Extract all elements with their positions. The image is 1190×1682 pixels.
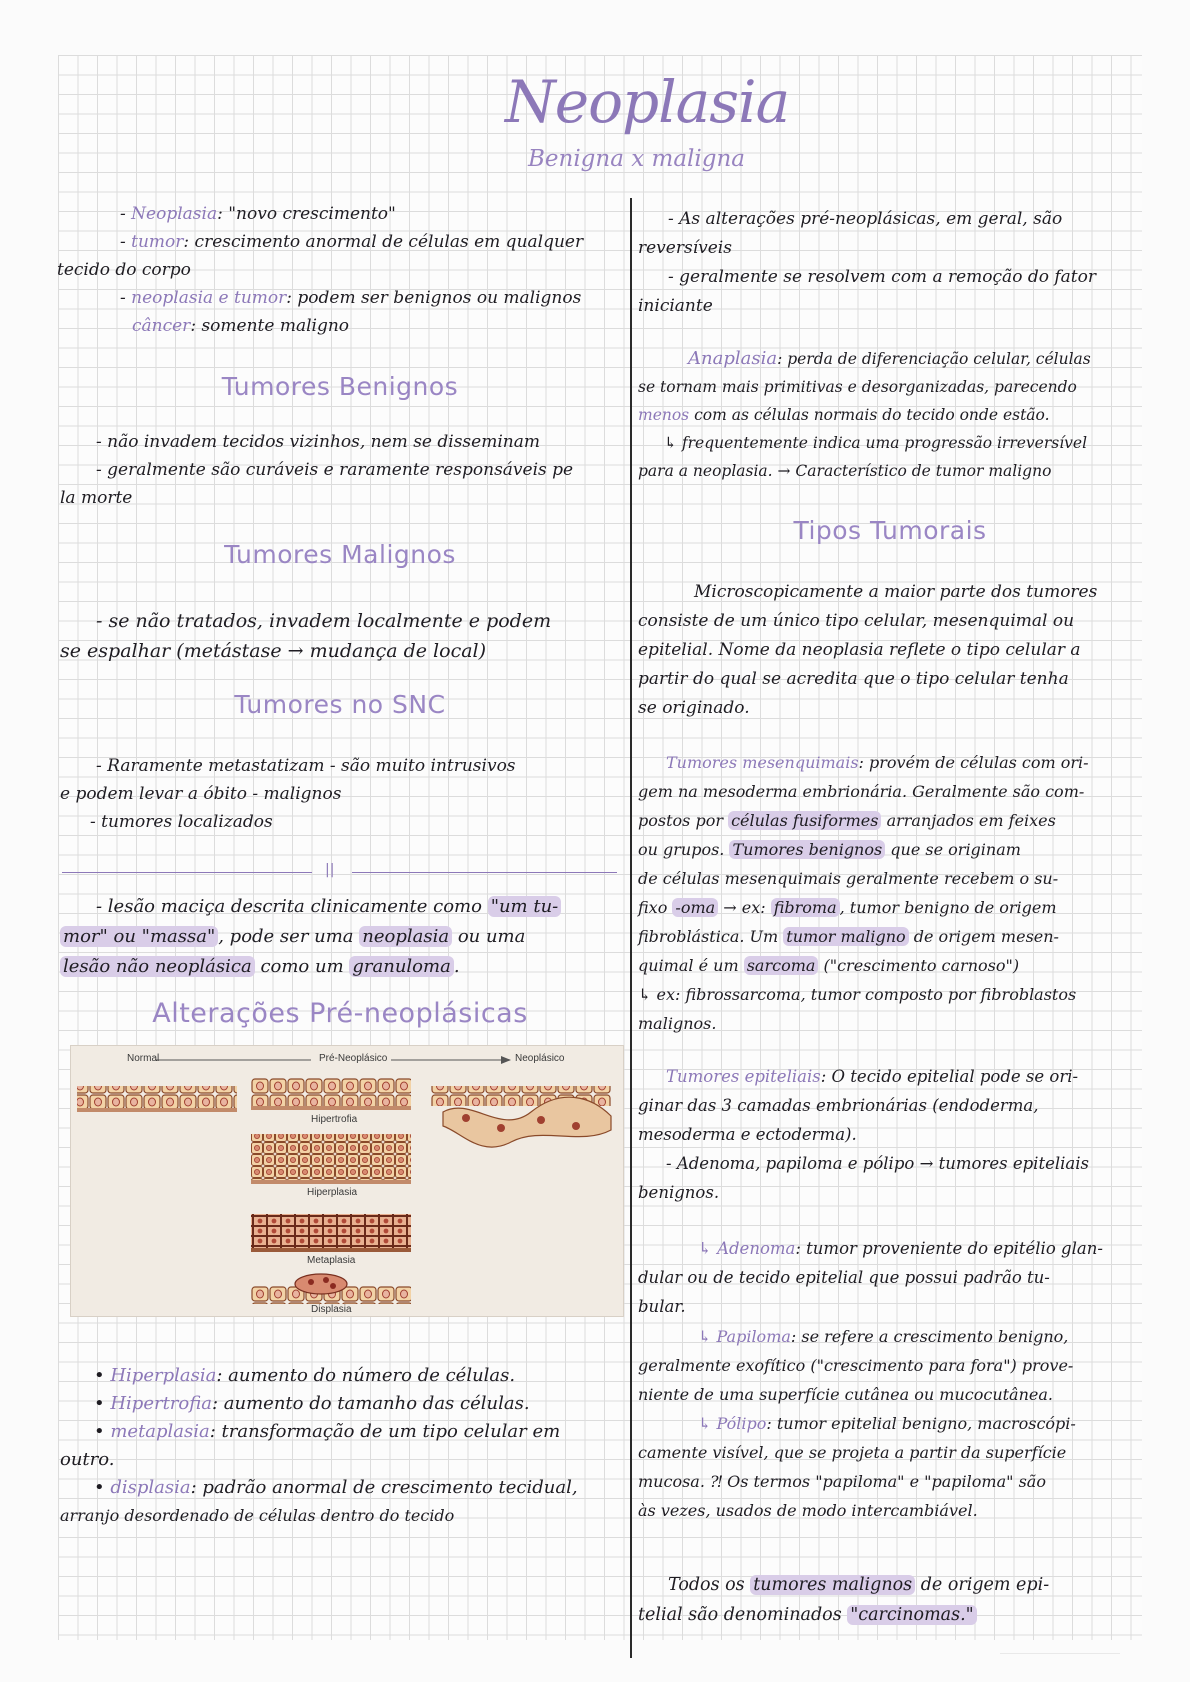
bullet-hipertrofia: : aumento do tamanho das células. [212, 1393, 530, 1414]
mesen-line-8a: quimal é um [638, 956, 744, 975]
term-anaplasia: Anaplasia [688, 348, 778, 369]
papiloma-block [638, 1322, 1143, 1409]
hl-mor-massa: mor" ou "massa" [60, 926, 218, 947]
hl-celulas-fusiformes: células fusiformes [728, 811, 881, 830]
hl-tumores-malignos: tumores malignos [750, 1575, 915, 1595]
epit-line-3: mesoderma e ectoderma). [638, 1125, 857, 1144]
heading-tumores-benignos: Tumores Benignos [221, 372, 459, 401]
mesen-line-9: ↳ ex: fibrossarcoma, tumor composto por fibroblastos [638, 985, 1077, 1004]
mesen-line-3b: arranjados em feixes [881, 811, 1056, 830]
mesenquimal-block [638, 748, 1143, 1038]
heading-alteracoes-pre-neoplasicas: Alterações Pré-neoplásicas [152, 998, 528, 1029]
intro-line3: tecido do corpo [57, 260, 191, 280]
separator-right [352, 872, 617, 873]
tipos-block [638, 578, 1143, 723]
polipo-line-2: camente visível, que se projeta a partir da superfície [638, 1443, 1067, 1462]
lesion-text-c: ou uma [452, 926, 526, 947]
epit-line-2: ginar das 3 camadas embrionárias (endoderma, [638, 1096, 1039, 1115]
polipo-block [638, 1409, 1143, 1525]
snc-block [60, 752, 625, 836]
heading-tumores-snc: Tumores no SNC [234, 690, 446, 719]
mesen-line-4a: ou grupos. [638, 840, 730, 859]
tipos-line-5: se originado. [638, 698, 750, 718]
mesen-line-6b: → ex: [718, 898, 771, 917]
benign-line-3: la morte [60, 488, 133, 508]
anaplasia-block [638, 345, 1143, 485]
epit-line-1: : O tecido epitelial pode se ori- [820, 1067, 1079, 1086]
hl-granuloma: granuloma [349, 956, 453, 977]
final-text-a: Todos os [668, 1575, 751, 1595]
hl-sarcoma: sarcoma [744, 956, 819, 975]
adenoma-line-3: bular. [638, 1297, 686, 1316]
page-title: Neoplasia [505, 68, 790, 136]
heading-tumores-malignos: Tumores Malignos [224, 540, 456, 569]
hl-oma: -oma [672, 898, 718, 917]
pre-reversible-block [638, 205, 1143, 321]
benign-line-1: - não invadem tecidos vizinhos, nem se disseminam [96, 432, 540, 452]
adenoma-line-1: : tumor proveniente do epitélio glan- [795, 1239, 1103, 1258]
mesen-line-1: : provém de células com ori- [858, 753, 1089, 772]
figure-label-neoplasico: Neoplásico [515, 1053, 565, 1064]
malignant-line-2: se espalhar (metástase → mudança de local) [60, 640, 487, 662]
lesion-text-a: - lesão maciça descrita clinicamente como [96, 896, 488, 917]
hl-um-tumor: "um tu- [488, 896, 562, 917]
adenoma-line-2: dular ou de tecido epitelial que possui padrão tu- [638, 1268, 1050, 1287]
pre-bullets: • Hiperplasia: aumento do número de células. • Hipertrofia: aumento do tamanho das células. • metaplasia: transformação de um tipo celular em outro. • displasia: padrão anormal de crescimento tecidual, arranjo desordenado de células dentro do tecido [60, 1362, 625, 1530]
tipos-line-1: Microscopicamente a maior parte dos tumores [694, 582, 1098, 602]
mesen-line-2: gem na mesoderma embrionária. Geralmente são com- [638, 782, 1085, 801]
anaplasia-line-5: para a neoplasia. → Característico de tumor maligno [638, 462, 1052, 480]
bullet-metaplasia-cont: outro. [60, 1449, 115, 1470]
adenoma-block [638, 1234, 1143, 1321]
figure-label-hiperplasia: Hiperplasia [307, 1187, 358, 1198]
mesen-line-7b: de origem mesen- [908, 927, 1059, 946]
top-margin [0, 0, 1190, 55]
snc-line-1: - Raramente metastatizam - são muito intrusivos [96, 756, 516, 776]
term-menos: menos [638, 406, 690, 424]
term-tumores-mesenquimais: Tumores mesenquimais [666, 753, 859, 772]
term-tumor: tumor [131, 232, 184, 252]
hl-tumores-benignos: Tumores benignos [729, 840, 885, 859]
lesion-block [60, 892, 625, 982]
tipos-line-3: epitelial. Nome da neoplasia reflete o tipo celular a [638, 640, 1081, 660]
intro-line1: : "novo crescimento" [217, 204, 396, 224]
mesen-line-5: de células mesenquimais geralmente recebem o su- [638, 869, 1059, 888]
right-margin [1142, 0, 1190, 1682]
pre-neoplastic-figure [70, 1045, 624, 1317]
figure-label-metaplasia: Metaplasia [307, 1255, 356, 1266]
mesen-line-10: malignos. [638, 1014, 717, 1033]
anaplasia-line-2: se tornam mais primitivas e desorganizadas, parecendo [638, 378, 1077, 396]
tipos-line-2: consiste de um único tipo celular, mesenquimal ou [638, 611, 1075, 631]
epit-line-4: - Adenoma, papiloma e pólipo → tumores epiteliais [666, 1154, 1089, 1173]
polipo-line-4: às vezes, usados de modo intercambiável. [638, 1501, 978, 1520]
malignant-block [60, 606, 625, 666]
hl-fibroma: fibroma [771, 898, 840, 917]
term-cancer: câncer [132, 316, 191, 336]
figure-label-normal: Normal [127, 1053, 160, 1064]
pre-line-1: - As alterações pré-neoplásicas, em geral, são [668, 209, 1063, 229]
figure-label-displasia: Displasia [311, 1304, 352, 1315]
anaplasia-line-4: ↳ frequentemente indica uma progressão irreversível [664, 434, 1088, 452]
mesen-line-4b: que se originam [885, 840, 1021, 859]
intro-line2: : crescimento anormal de células em qualquer [183, 232, 584, 252]
term-hiperplasia: Hiperplasia [110, 1365, 217, 1386]
term-metaplasia: metaplasia [110, 1421, 210, 1442]
epit-line-5: benignos. [638, 1183, 720, 1202]
lesion-text-d: como um [254, 956, 350, 977]
hl-carcinomas: "carcinomas." [847, 1605, 976, 1625]
tipos-line-4: partir do qual se acredita que o tipo celular tenha [638, 669, 1069, 689]
final-text-b: de origem epi- [915, 1575, 1050, 1595]
anaplasia-line-3: com as células normais do tecido onde estão. [689, 406, 1050, 424]
left-margin [0, 0, 58, 1682]
mesen-line-6a: fixo [638, 898, 673, 917]
heading-tipos-tumorais: Tipos Tumorais [793, 516, 987, 545]
separator-left [62, 872, 312, 873]
bullet-hiperplasia: : aumento do número de células. [216, 1365, 516, 1386]
term-neoplasia: Neoplasia [131, 204, 218, 224]
hl-tumor-maligno: tumor maligno [783, 927, 908, 946]
mesen-line-8b: ("crescimento carnoso") [818, 956, 1020, 975]
benign-line-2: - geralmente são curáveis e raramente responsáveis pe [96, 460, 574, 480]
figure-label-hipertrofia: Hipertrofia [311, 1114, 358, 1125]
papiloma-line-1: : se refere a crescimento benigno, [790, 1327, 1069, 1346]
benign-block [60, 428, 625, 512]
lesion-text-b: , pode ser uma [218, 926, 360, 947]
final-block [638, 1570, 1143, 1630]
intro-line4: : podem ser benignos ou malignos [286, 288, 582, 308]
bullet-displasia-cont: arranjo desordenado de células dentro do tecido [60, 1506, 455, 1525]
mesen-line-7a: fibroblástica. Um [638, 927, 784, 946]
term-neoplasia-tumor: neoplasia e tumor [131, 288, 287, 308]
bullet-metaplasia: : transformação de um tipo celular em [209, 1421, 561, 1442]
bullet-displasia: : padrão anormal de crescimento tecidual, [190, 1477, 578, 1498]
lesion-text-e: . [453, 956, 460, 977]
polipo-line-3: mucosa. ⁈ Os termos "papiloma" e "papiloma" são [638, 1472, 1046, 1491]
term-adenoma: ↳ Adenoma [698, 1239, 796, 1258]
papiloma-line-3: niente de uma superfície cutânea ou mucocutânea. [638, 1385, 1053, 1404]
separator-mark: || [325, 862, 335, 878]
figure-label-pre-neoplasico: Pré-Neoplásico [319, 1053, 388, 1064]
term-tumores-epiteliais: Tumores epiteliais [666, 1067, 821, 1086]
page-subtitle: Benigna x maligna [528, 146, 746, 172]
pre-neoplastic-diagram [71, 1046, 623, 1316]
hl-lesao-nao-neoplasica: lesão não neoplásica [60, 956, 255, 977]
term-hipertrofia: Hipertrofia [110, 1393, 212, 1414]
pre-line-2: reversíveis [638, 238, 732, 258]
mesen-line-3a: postos por [638, 811, 729, 830]
epitelial-block [638, 1062, 1143, 1207]
papiloma-line-2: geralmente exofítico ("crescimento para fora") prove- [638, 1356, 1074, 1375]
final-text-c: telial são denominados [638, 1605, 848, 1625]
hl-neoplasia: neoplasia [359, 926, 452, 947]
term-polipo: ↳ Pólipo [698, 1414, 767, 1433]
term-papiloma: ↳ Papiloma [698, 1327, 791, 1346]
snc-line-3: - tumores localizados [90, 812, 273, 832]
column-divider [630, 198, 632, 1658]
intro-line5: : somente maligno [190, 316, 350, 336]
intro-block: - Neoplasia: "novo crescimento" - tumor: crescimento anormal de células em qualquer tecido do corpo - neoplasia e tumor: podem ser benignos ou malignos câncer: somente maligno [90, 200, 630, 340]
pre-line-4: iniciante [638, 296, 713, 316]
watermark-stamp [1000, 1635, 1120, 1654]
anaplasia-line-1: : perda de diferenciação celular, células [777, 350, 1091, 368]
polipo-line-1: : tumor epitelial benigno, macroscópi- [766, 1414, 1076, 1433]
snc-line-2: e podem levar a óbito - malignos [60, 784, 342, 804]
term-displasia: displasia [110, 1477, 191, 1498]
pre-line-3: - geralmente se resolvem com a remoção do fator [668, 267, 1096, 287]
mesen-line-6c: , tumor benigno de origem [839, 898, 1057, 917]
malignant-line-1: - se não tratados, invadem localmente e podem [96, 610, 552, 632]
